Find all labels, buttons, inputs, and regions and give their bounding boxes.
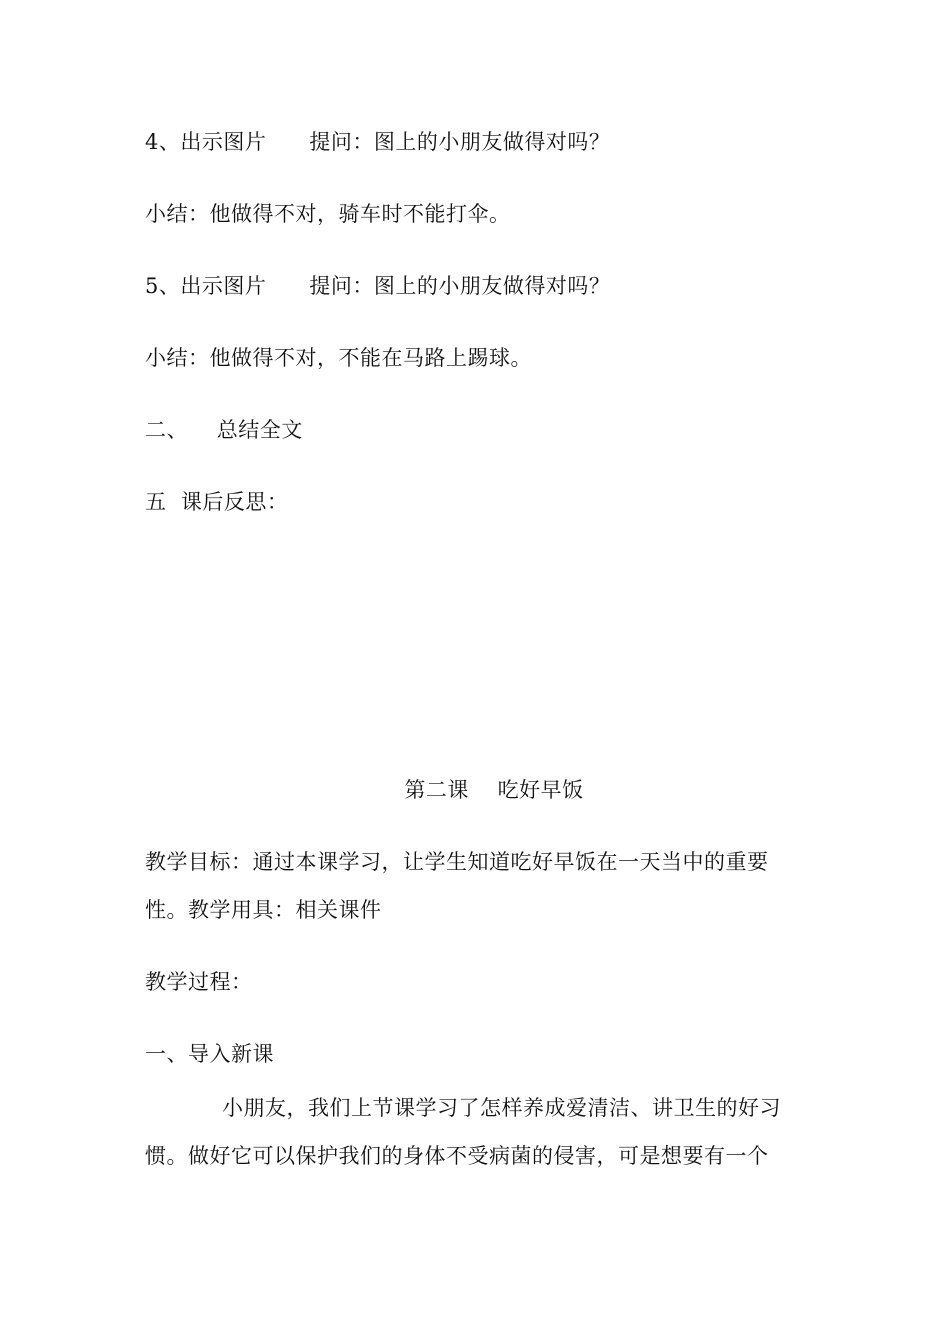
- paragraph-line-2: 惯。做好它可以保护我们的身体不受病菌的侵害，可是想要有一个: [145, 1144, 769, 1168]
- summary-line-umbrella: 小结：他做得不对，骑车时不能打伞。: [145, 202, 511, 226]
- paragraph-line-1: 小朋友，我们上节课学习了怎样养成爱清洁、讲卫生的好习: [222, 1096, 781, 1120]
- objective-line-1: 教学目标：通过本课学习，让学生知道吃好早饭在一天当中的重要: [145, 850, 769, 874]
- objective-line-2: 性。教学用具：相关课件: [145, 898, 382, 922]
- reflection-heading: 五 课后反思：: [145, 490, 289, 514]
- section-one-heading: 一、导入新课: [145, 1042, 274, 1066]
- step-4-line: 4、出示图片 提问：图上的小朋友做得对吗？: [145, 130, 611, 154]
- section-two-heading: 二、 总结全文: [145, 418, 303, 442]
- summary-line-football: 小结：他做得不对，不能在马路上踢球。: [145, 346, 532, 370]
- lesson-title: 第二课 吃好早饭: [404, 778, 584, 802]
- process-heading: 教学过程：: [145, 970, 253, 994]
- step-5-line: 5、出示图片 提问：图上的小朋友做得对吗？: [145, 274, 611, 298]
